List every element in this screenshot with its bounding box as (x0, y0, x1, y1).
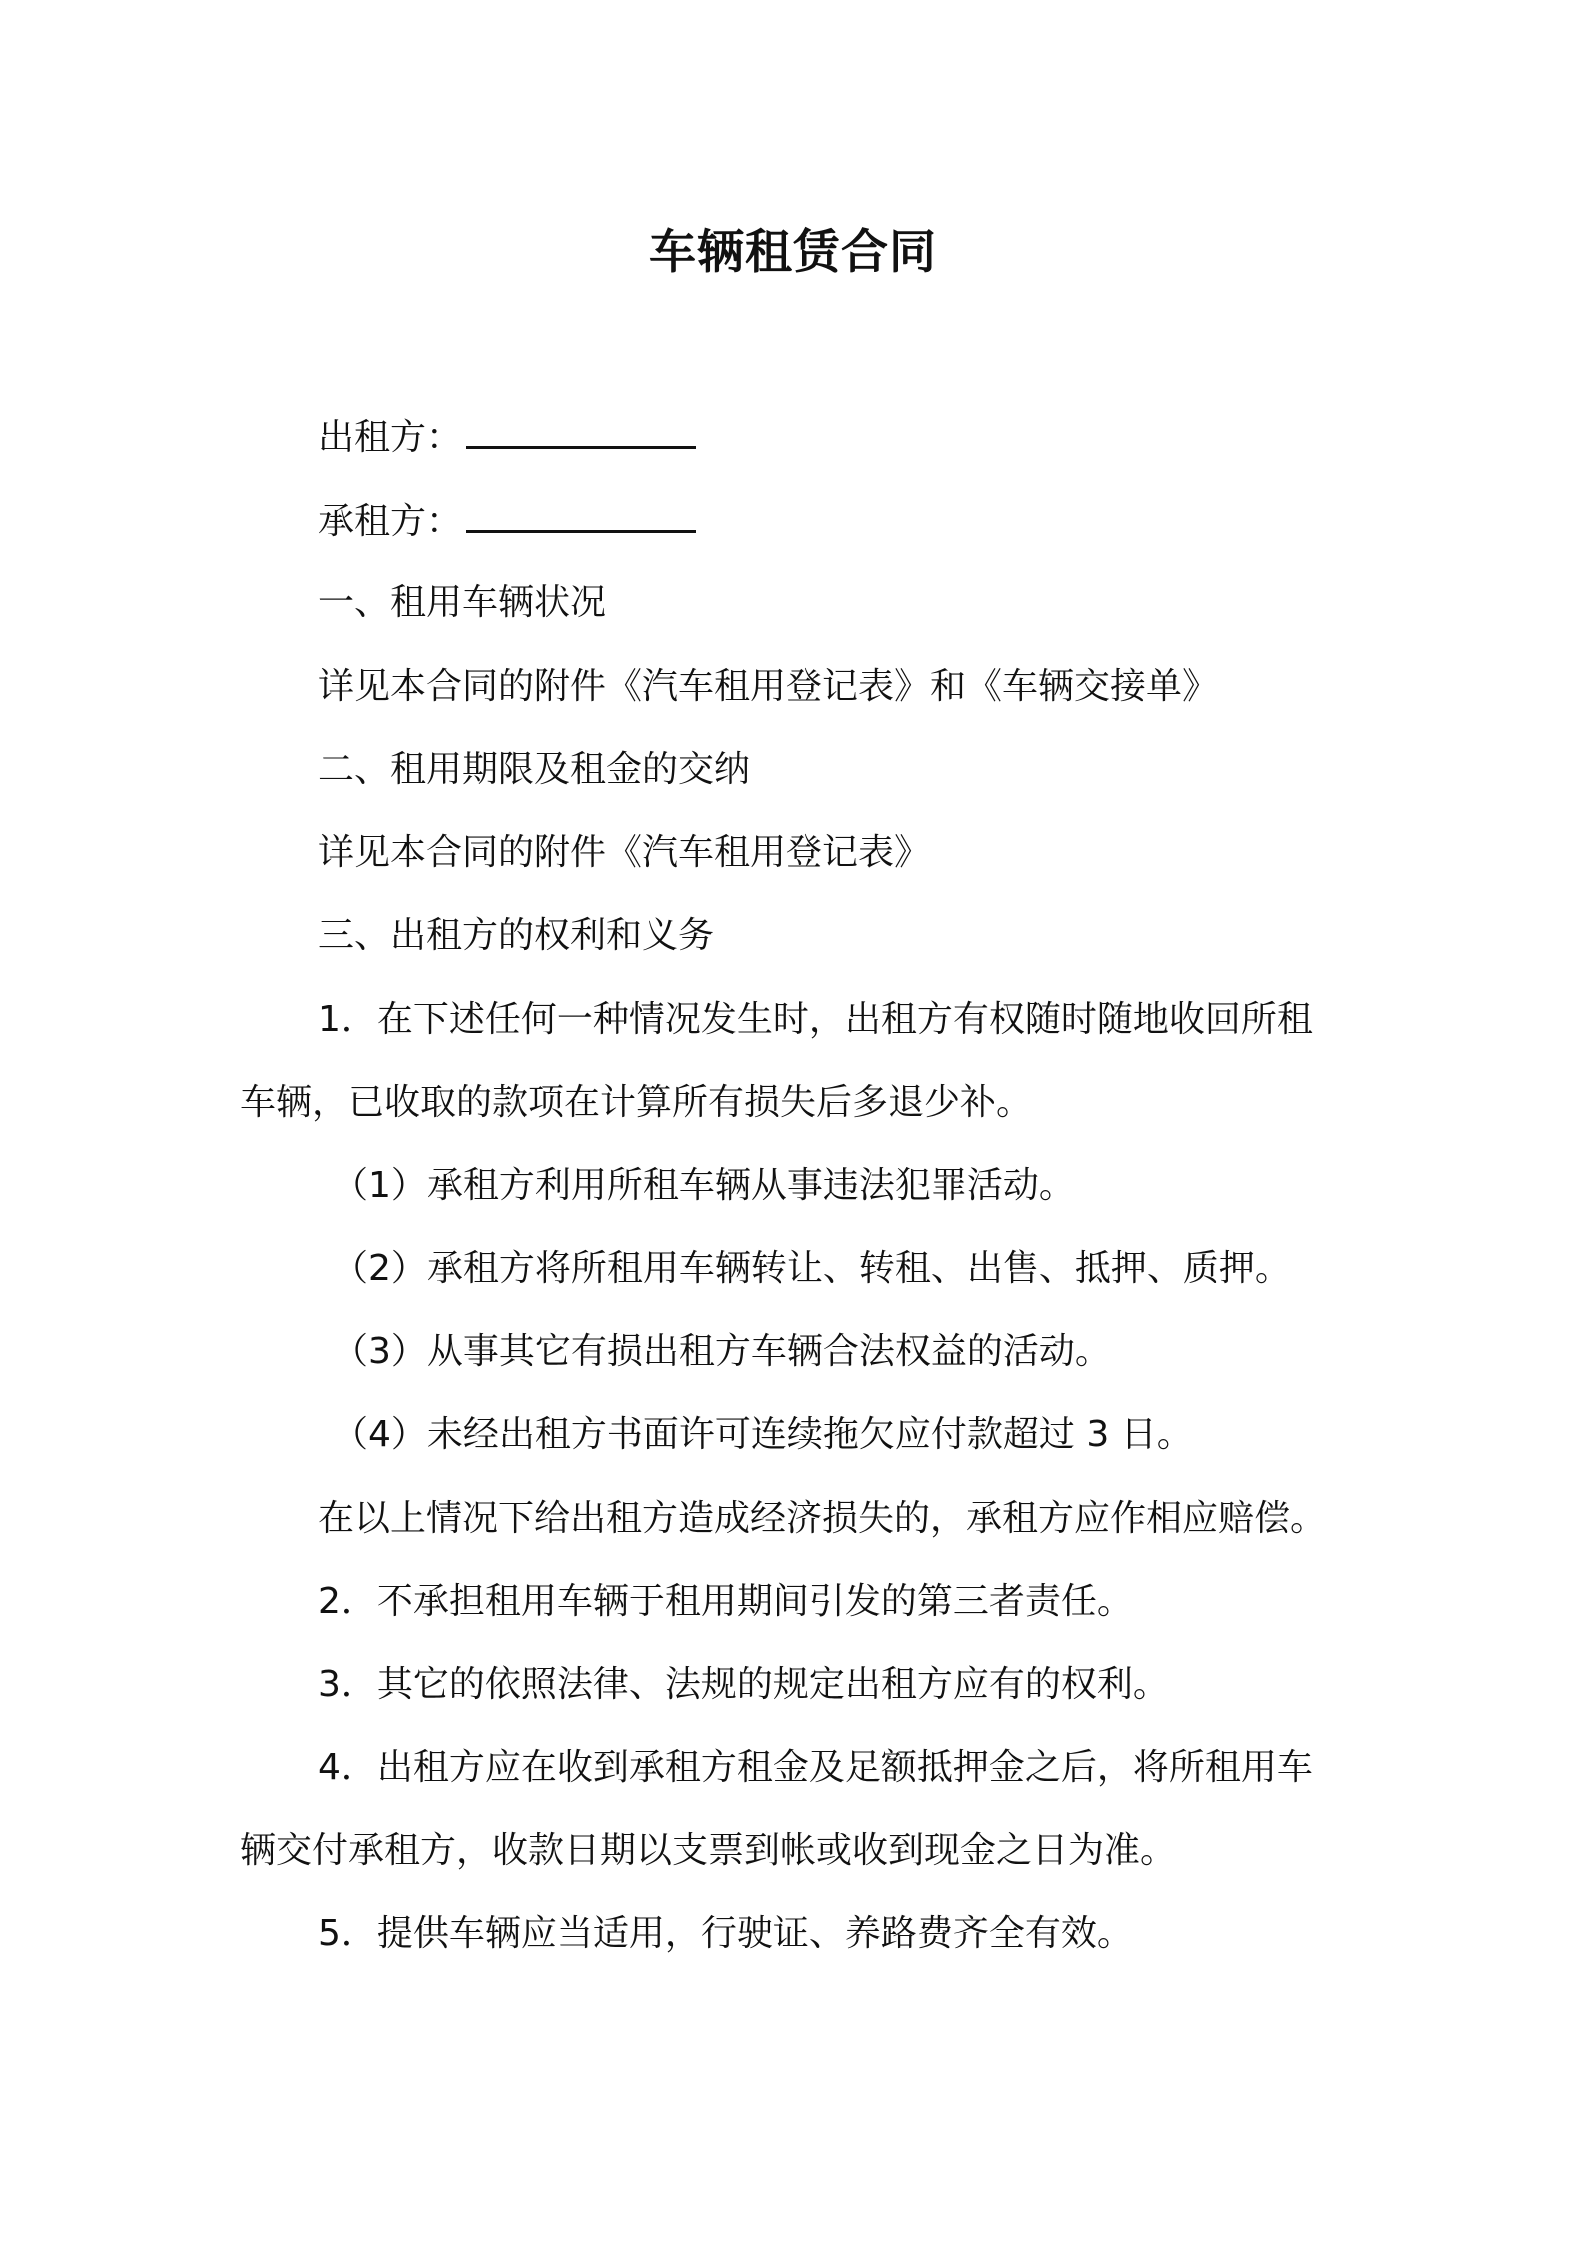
document-title: 车辆租赁合同 (649, 225, 937, 280)
section-2-heading: 二、租用期限及租金的交纳 (318, 749, 751, 790)
list-item-1: （1）承租方利用所租车辆从事违法犯罪活动。 (332, 1165, 1075, 1206)
lessor-label: 出租方： (318, 417, 463, 458)
section-3-heading: 三、出租方的权利和义务 (318, 915, 715, 956)
section-1-text: 详见本合同的附件《汽车租用登记表》和《车辆交接单》 (318, 666, 1219, 707)
list-item-3: （3）从事其它有损出租方车辆合法权益的活动。 (332, 1331, 1111, 1372)
lessor-field (318, 414, 696, 462)
clause-4-line-2: 辆交付承租方，收款日期以支票到帐或收到现金之日为准。 (240, 1830, 1177, 1871)
clause-1-line-2: 车辆，已收取的款项在计算所有损失后多退少补。 (240, 1082, 1033, 1123)
clause-3: 3．其它的依照法律、法规的规定出租方应有的权利。 (318, 1664, 1169, 1705)
section-2-text: 详见本合同的附件《汽车租用登记表》 (318, 832, 931, 873)
clause-5: 5．提供车辆应当适用，行驶证、养路费齐全有效。 (318, 1913, 1133, 1954)
section-1-heading: 一、租用车辆状况 (318, 582, 607, 623)
clause-2: 2．不承担租用车辆于租用期间引发的第三者责任。 (318, 1581, 1133, 1622)
lessee-field (318, 498, 696, 546)
lessee-blank (466, 502, 696, 533)
clause-1-line-1: 1．在下述任何一种情况发生时，出租方有权随时随地收回所租 (318, 999, 1313, 1040)
clause-1-note: 在以上情况下给出租方造成经济损失的，承租方应作相应赔偿。 (318, 1498, 1327, 1539)
lessor-blank (466, 418, 696, 449)
list-item-4: （4）未经出租方书面许可连续拖欠应付款超过 3 日。 (332, 1414, 1193, 1455)
clause-4-line-1: 4．出租方应在收到承租方租金及足额抵押金之后，将所租用车 (318, 1747, 1313, 1788)
list-item-2: （2）承租方将所租用车辆转让、转租、出售、抵押、质押。 (332, 1248, 1291, 1289)
lessee-label: 承租方： (318, 501, 463, 542)
